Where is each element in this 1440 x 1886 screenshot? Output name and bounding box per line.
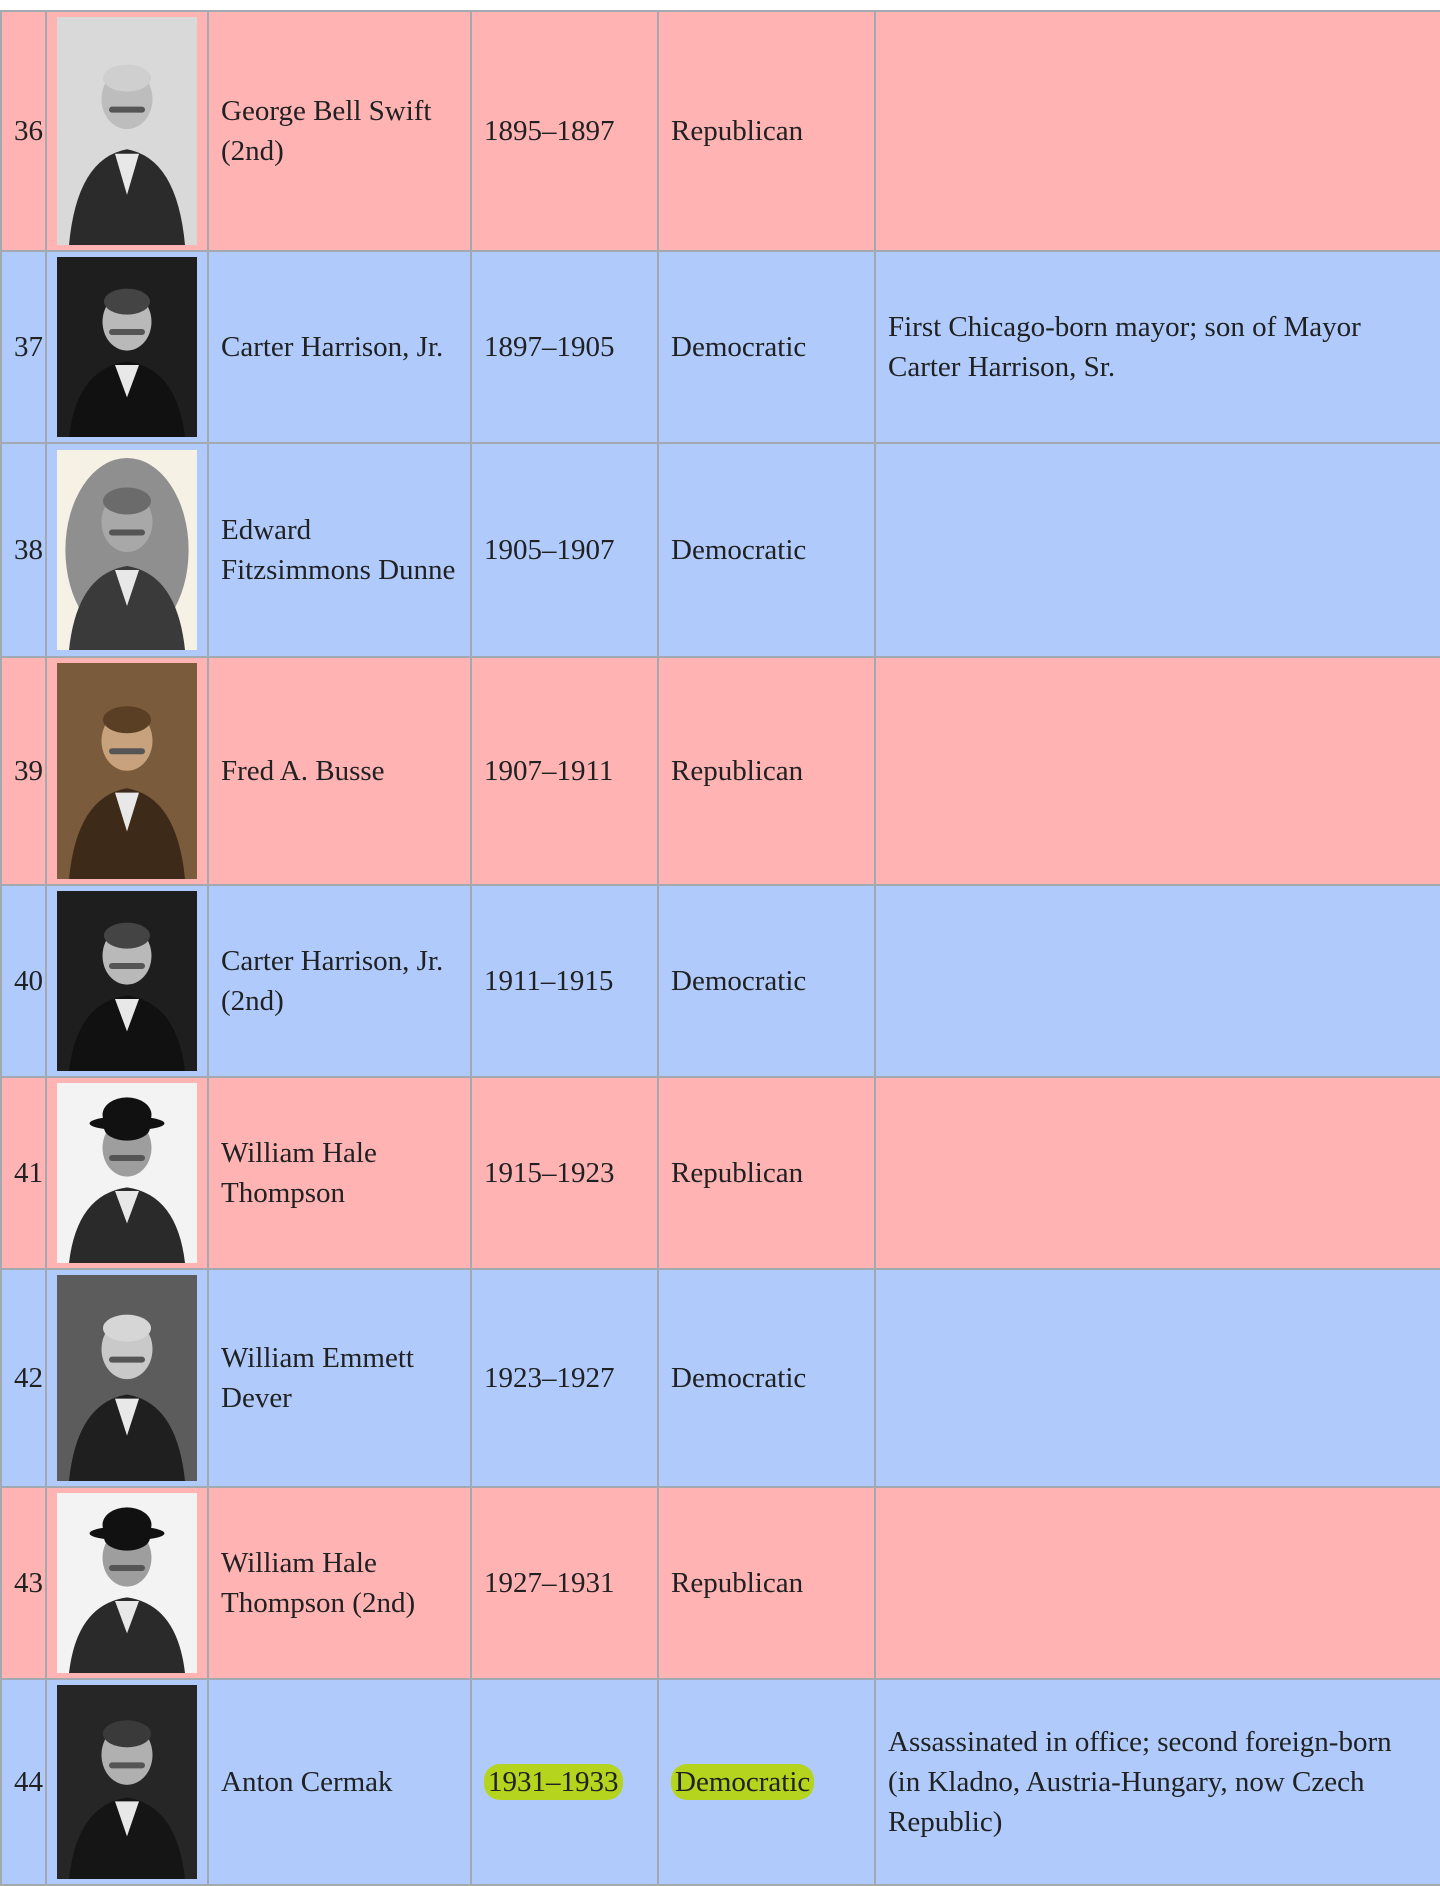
mayor-number: 44 [1, 1679, 46, 1885]
table-row [1, 885, 1440, 1077]
mayor-portrait[interactable] [57, 1685, 197, 1879]
term-of-office: 1931–1933 [484, 1764, 623, 1800]
term-of-office: 1915–1923 [484, 1157, 615, 1189]
mayor-number: 40 [1, 885, 46, 1077]
mayor-name[interactable]: Anton Cermak [208, 1679, 471, 1885]
mayor-portrait[interactable] [57, 17, 197, 245]
notes [875, 885, 1440, 1077]
notes: Assassinated in office; second foreign-born (in Kladno, Austria-Hungary, now Czech Republic) [875, 1679, 1440, 1885]
notes [875, 1269, 1440, 1487]
political-party[interactable]: Democratic [671, 1764, 814, 1800]
table-row [1, 1077, 1440, 1269]
party-cell [658, 251, 875, 443]
political-party[interactable]: Democratic [671, 534, 807, 566]
political-party[interactable]: Republican [671, 1157, 804, 1189]
term-of-office: 1927–1931 [484, 1567, 615, 1599]
notes [875, 1487, 1440, 1679]
table-row [1, 1487, 1440, 1679]
table-row [1, 657, 1440, 885]
political-party[interactable]: Republican [671, 755, 804, 787]
mayor-portrait[interactable] [57, 1493, 197, 1673]
portrait-cell [46, 1487, 208, 1679]
mayor-name[interactable]: William Hale Thompson [208, 1077, 471, 1269]
political-party[interactable]: Republican [671, 115, 804, 147]
term-cell [471, 1679, 658, 1885]
term-of-office: 1923–1927 [484, 1362, 615, 1394]
term-cell [471, 11, 658, 251]
term-cell [471, 1077, 658, 1269]
party-cell [658, 1679, 875, 1885]
notes [875, 1077, 1440, 1269]
mayor-name[interactable]: William Emmett Dever [208, 1269, 471, 1487]
table-row [1, 1269, 1440, 1487]
table-row [1, 251, 1440, 443]
party-cell [658, 657, 875, 885]
party-cell [658, 11, 875, 251]
portrait-cell [46, 1679, 208, 1885]
political-party[interactable]: Republican [671, 1567, 804, 1599]
term-of-office: 1897–1905 [484, 331, 615, 363]
mayor-number: 38 [1, 443, 46, 657]
portrait-cell [46, 1269, 208, 1487]
mayors-table-body [1, 11, 1440, 1885]
term-cell [471, 251, 658, 443]
mayor-number: 36 [1, 11, 46, 251]
term-of-office: 1895–1897 [484, 115, 615, 147]
notes: First Chicago-born mayor; son of Mayor Carter Harrison, Sr. [875, 251, 1440, 443]
mayors-table [0, 10, 1440, 1886]
portrait-cell [46, 885, 208, 1077]
mayor-name[interactable]: Carter Harrison, Jr. [208, 251, 471, 443]
table-row [1, 1679, 1440, 1885]
mayor-portrait[interactable] [57, 891, 197, 1071]
mayor-number: 41 [1, 1077, 46, 1269]
mayor-number: 39 [1, 657, 46, 885]
political-party[interactable]: Democratic [671, 1362, 807, 1394]
mayor-name[interactable]: William Hale Thompson (2nd) [208, 1487, 471, 1679]
mayor-name[interactable]: Edward Fitzsimmons Dunne [208, 443, 471, 657]
mayor-portrait[interactable] [57, 1275, 197, 1481]
mayor-name[interactable]: George Bell Swift (2nd) [208, 11, 471, 251]
mayor-number: 37 [1, 251, 46, 443]
term-cell [471, 1487, 658, 1679]
mayor-portrait[interactable] [57, 450, 197, 650]
party-cell [658, 885, 875, 1077]
political-party[interactable]: Democratic [671, 965, 807, 997]
term-of-office: 1905–1907 [484, 534, 615, 566]
mayor-portrait[interactable] [57, 257, 197, 437]
notes [875, 443, 1440, 657]
mayor-name[interactable]: Carter Harrison, Jr. (2nd) [208, 885, 471, 1077]
portrait-cell [46, 443, 208, 657]
portrait-cell [46, 657, 208, 885]
term-cell [471, 657, 658, 885]
term-of-office: 1907–1911 [484, 755, 614, 787]
portrait-cell [46, 11, 208, 251]
party-cell [658, 1487, 875, 1679]
term-cell [471, 885, 658, 1077]
mayor-number: 43 [1, 1487, 46, 1679]
portrait-cell [46, 1077, 208, 1269]
party-cell [658, 1269, 875, 1487]
mayor-number: 42 [1, 1269, 46, 1487]
notes [875, 657, 1440, 885]
political-party[interactable]: Democratic [671, 331, 807, 363]
party-cell [658, 1077, 875, 1269]
mayor-name[interactable]: Fred A. Busse [208, 657, 471, 885]
notes [875, 11, 1440, 251]
mayor-portrait[interactable] [57, 663, 197, 879]
mayor-portrait[interactable] [57, 1083, 197, 1263]
party-cell [658, 443, 875, 657]
term-cell [471, 1269, 658, 1487]
table-row [1, 443, 1440, 657]
portrait-cell [46, 251, 208, 443]
term-cell [471, 443, 658, 657]
table-row [1, 11, 1440, 251]
term-of-office: 1911–1915 [484, 965, 614, 997]
